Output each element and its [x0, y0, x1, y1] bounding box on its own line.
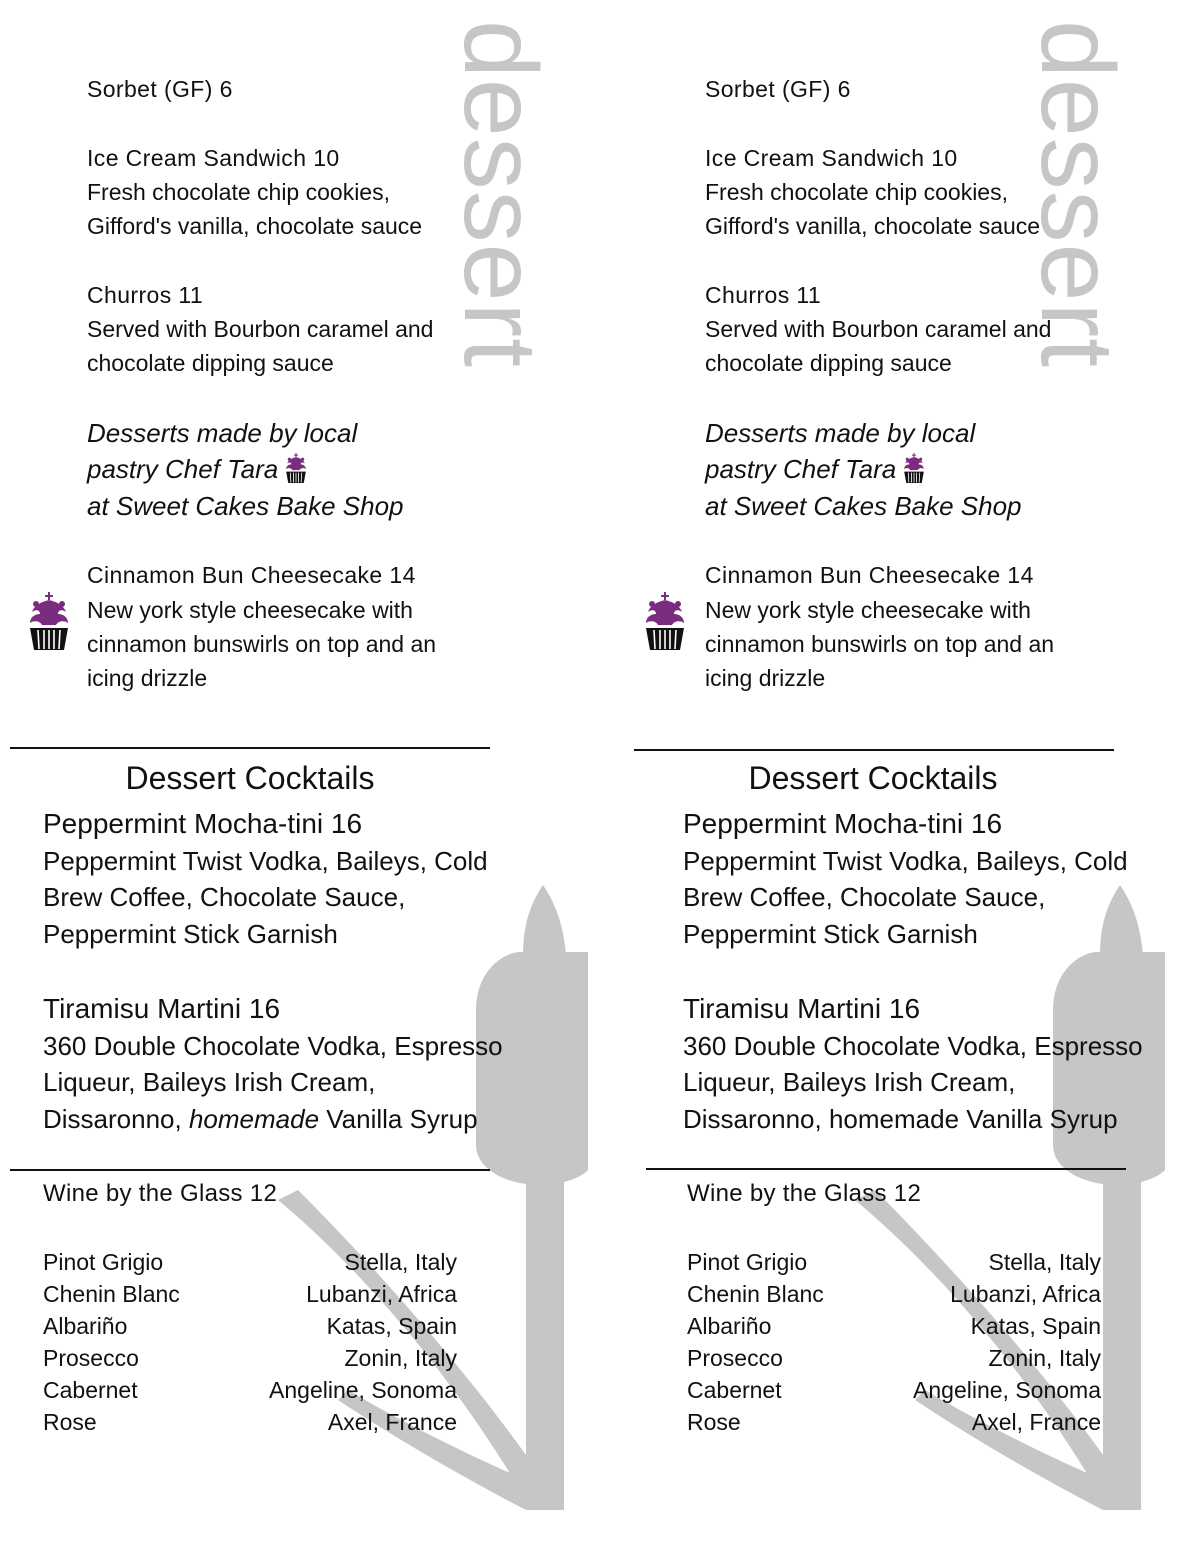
- cocktail-description: Liqueur, Baileys Irish Cream,: [43, 1067, 376, 1098]
- wine-producer: Katas, Spain: [970, 1313, 1101, 1339]
- credit-line: Desserts made by local: [87, 417, 358, 448]
- wine-varietal: Rose: [687, 1409, 741, 1435]
- cocktail-description: Brew Coffee, Chocolate Sauce,: [683, 882, 1046, 913]
- wine-varietal: Chenin Blanc: [43, 1281, 180, 1307]
- wine-producer: Katas, Spain: [326, 1313, 457, 1339]
- wine-producer: Stella, Italy: [344, 1249, 457, 1275]
- dessert-description: Fresh chocolate chip cookies,: [87, 178, 390, 205]
- dessert-description: Fresh chocolate chip cookies,: [705, 178, 1008, 205]
- text: Vanilla Syrup: [959, 1103, 1118, 1134]
- wine-row: [687, 1406, 1101, 1438]
- cocktail-description: Brew Coffee, Chocolate Sauce,: [43, 882, 406, 913]
- credit-line: at Sweet Cakes Bake Shop: [87, 490, 404, 521]
- side-label-dessert: dessert: [442, 20, 558, 369]
- wine-producer: Zonin, Italy: [344, 1345, 457, 1371]
- dessert-title: Churros 11: [705, 281, 822, 308]
- wine-varietal: Albariño: [43, 1313, 128, 1339]
- wine-list: [687, 1180, 1101, 1438]
- wine-varietal: Pinot Grigio: [687, 1249, 808, 1275]
- pastry-chef-credit: [705, 415, 1054, 525]
- wine-producer: Stella, Italy: [988, 1249, 1101, 1275]
- dessert-title: Sorbet (GF) 6: [705, 76, 851, 102]
- wine-row: [687, 1374, 1101, 1406]
- dessert-description: Gifford's vanilla, chocolate sauce: [87, 213, 423, 240]
- dessert-description: New york style cheesecake with: [705, 596, 1031, 623]
- wine-row: [687, 1310, 1101, 1342]
- text-emphasis: homemade: [188, 1103, 320, 1134]
- dessert-description: New york style cheesecake with: [87, 596, 413, 623]
- cocktail-description: Peppermint Twist Vodka, Baileys, Cold: [43, 845, 488, 876]
- credit-text: pastry Chef Tara: [87, 454, 279, 485]
- cocktail-description: 360 Double Chocolate Vodka, Espresso: [683, 1030, 1143, 1061]
- wine-varietal: Cabernet: [687, 1377, 782, 1403]
- wine-producer: Angeline, Sonoma: [269, 1377, 457, 1403]
- credit-line: at Sweet Cakes Bake Shop: [705, 490, 1022, 521]
- dessert-item: [705, 72, 1054, 106]
- wine-row: [687, 1278, 1101, 1310]
- cocktail-description: Peppermint Stick Garnish: [43, 919, 338, 950]
- side-label-dessert: dessert: [1019, 20, 1135, 369]
- wine-varietal: Pinot Grigio: [43, 1249, 164, 1275]
- wine-varietal: Prosecco: [687, 1345, 783, 1371]
- wine-producer: Zonin, Italy: [988, 1345, 1101, 1371]
- cupcake-icon: [902, 452, 926, 484]
- section-heading-dessert-cocktails: Dessert Cocktails: [748, 760, 998, 796]
- dessert-title: Cinnamon Bun Cheesecake 14: [705, 562, 1034, 589]
- wine-varietal: Rose: [43, 1409, 97, 1435]
- cocktail-description: [683, 1101, 1143, 1138]
- wine-varietal: Chenin Blanc: [687, 1281, 824, 1307]
- dessert-description: chocolate dipping sauce: [705, 350, 952, 377]
- cocktail-description: Liqueur, Baileys Irish Cream,: [683, 1067, 1016, 1098]
- section-heading-wine: Wine by the Glass 12: [43, 1180, 278, 1207]
- wine-producer: Lubanzi, Africa: [950, 1281, 1101, 1307]
- dessert-description: cinnamon bunswirls on top and an: [705, 631, 1055, 658]
- wine-producer: Lubanzi, Africa: [306, 1281, 457, 1307]
- dessert-description: chocolate dipping sauce: [87, 350, 334, 377]
- dessert-title: Ice Cream Sandwich 10: [705, 144, 958, 171]
- cocktail-list: [683, 806, 1143, 1176]
- cocktail-title: Peppermint Mocha-tini 16: [43, 808, 363, 839]
- section-heading-dessert-cocktails: Dessert Cocktails: [125, 760, 375, 796]
- text: Dissaronno,: [683, 1103, 829, 1134]
- divider: [646, 1168, 1126, 1170]
- dessert-description: Gifford's vanilla, chocolate sauce: [705, 213, 1041, 240]
- dessert-description: cinnamon bunswirls on top and an: [87, 631, 437, 658]
- text: Dissaronno,: [43, 1103, 189, 1134]
- dessert-description: Served with Bourbon caramel and: [87, 316, 434, 343]
- wine-producer: Angeline, Sonoma: [913, 1377, 1101, 1403]
- text-emphasis: homemade: [828, 1103, 960, 1134]
- dessert-title: Sorbet (GF) 6: [87, 76, 233, 102]
- credit-line: [705, 451, 1054, 488]
- dessert-list: [705, 72, 1054, 730]
- dessert-title: Cinnamon Bun Cheesecake 14: [87, 562, 416, 589]
- divider: [634, 749, 1114, 751]
- cocktail-title: Tiramisu Martini 16: [683, 992, 921, 1024]
- wine-row: [687, 1246, 1101, 1278]
- credit-text: pastry Chef Tara: [705, 454, 897, 485]
- cocktail-title: Peppermint Mocha-tini 16: [683, 808, 1003, 839]
- wine-varietal: Cabernet: [43, 1377, 138, 1403]
- text: Vanilla Syrup: [319, 1103, 478, 1134]
- cocktail-title: Tiramisu Martini 16: [43, 992, 281, 1024]
- wine-producer: Axel, France: [327, 1409, 457, 1435]
- section-heading-wine: Wine by the Glass 12: [687, 1180, 922, 1207]
- dessert-item: [705, 141, 1054, 244]
- wine-producer: Axel, France: [971, 1409, 1101, 1435]
- featured-dessert: [705, 558, 1054, 695]
- cocktail-description: 360 Double Chocolate Vodka, Espresso: [43, 1030, 503, 1061]
- wine-varietal: Albariño: [687, 1313, 772, 1339]
- dessert-title: Churros 11: [87, 281, 204, 308]
- wine-varietal: Prosecco: [43, 1345, 139, 1371]
- cocktail-item: [683, 806, 1143, 953]
- cocktail-description: Peppermint Stick Garnish: [683, 919, 978, 950]
- dessert-item: [705, 278, 1054, 381]
- dessert-description: icing drizzle: [87, 665, 208, 692]
- wine-row: [687, 1342, 1101, 1374]
- cocktail-description: Peppermint Twist Vodka, Baileys, Cold: [683, 845, 1128, 876]
- dessert-description: icing drizzle: [705, 665, 826, 692]
- cocktail-item: [683, 991, 1143, 1138]
- dessert-description: Served with Bourbon caramel and: [705, 316, 1052, 343]
- credit-line: Desserts made by local: [705, 417, 976, 448]
- dessert-title: Ice Cream Sandwich 10: [87, 144, 340, 171]
- cupcake-icon: [642, 590, 688, 652]
